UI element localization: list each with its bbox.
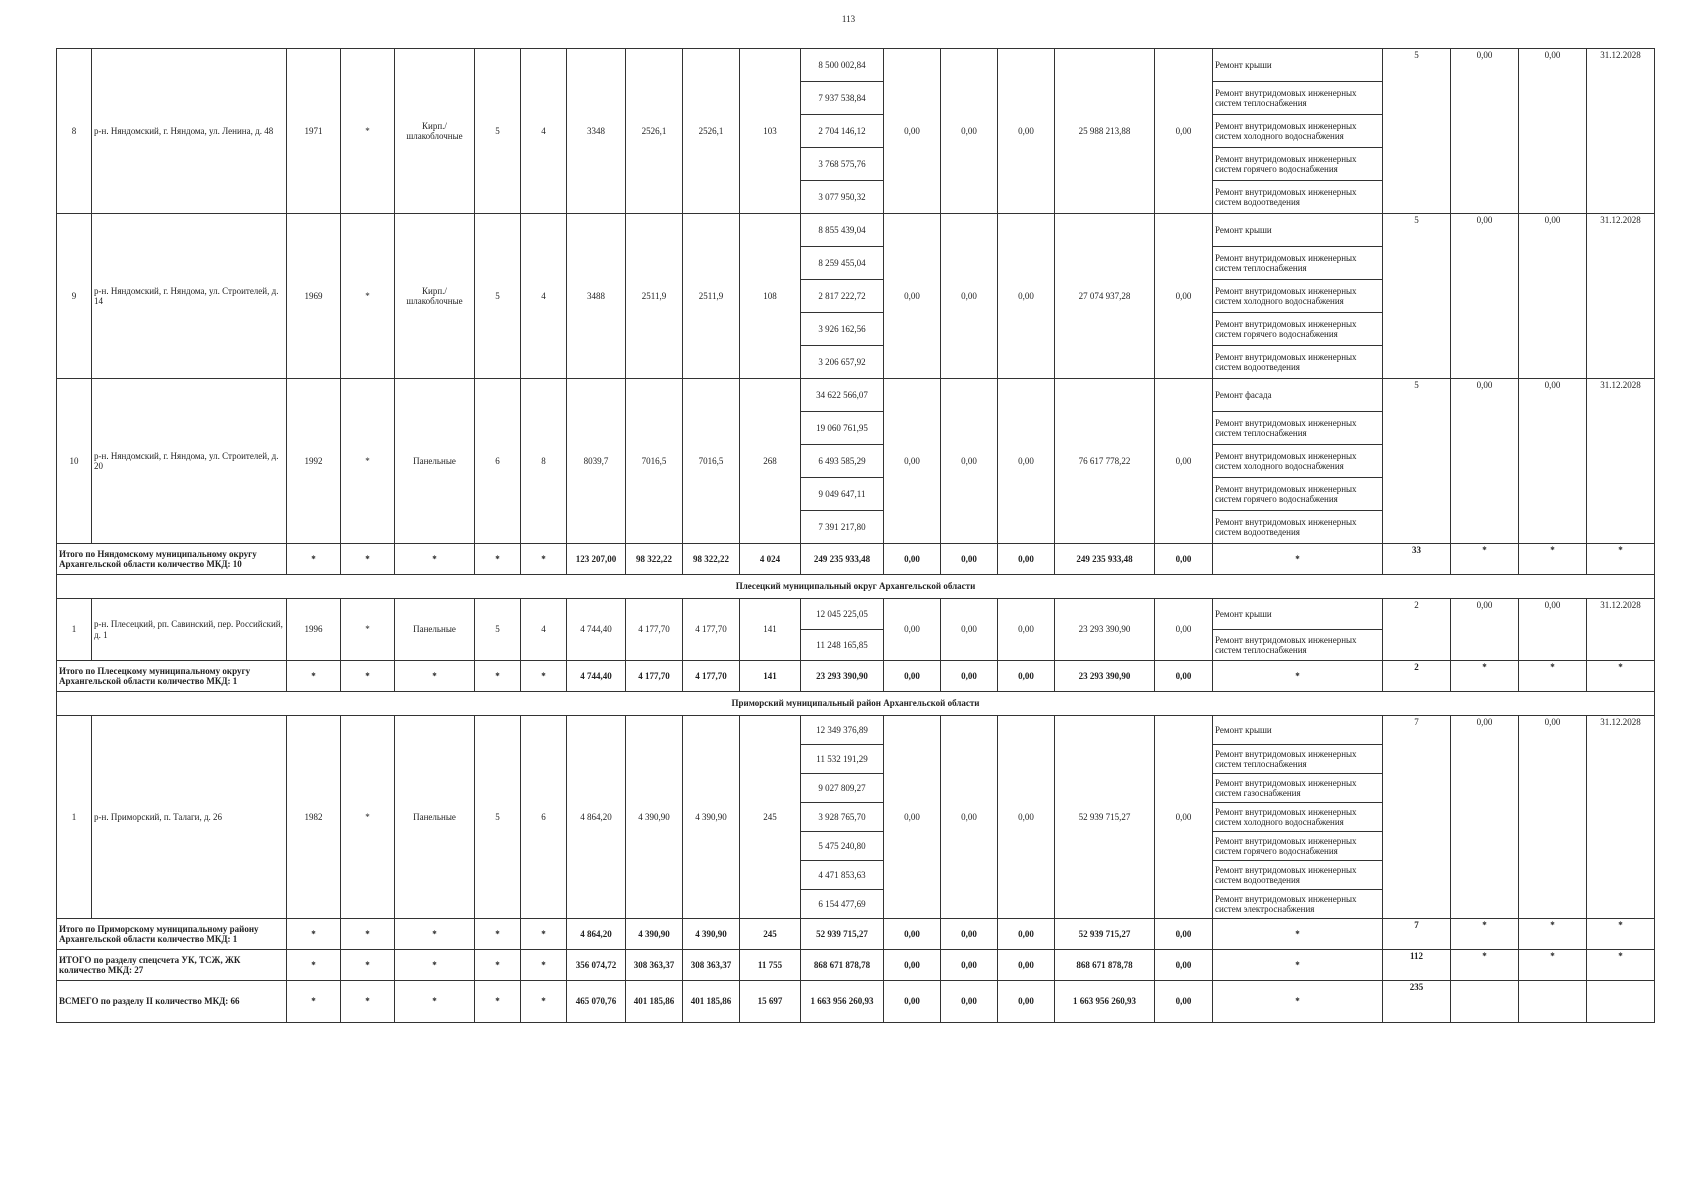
works-count: 7	[1383, 919, 1451, 950]
row-number: 10	[57, 379, 92, 544]
area-premises: 401 185,86	[626, 981, 683, 1023]
fund-value: 0,00	[1155, 661, 1213, 692]
fund-value: 0,00	[1155, 599, 1213, 661]
value-cell: 0,00	[1451, 599, 1519, 661]
works-count: 2	[1383, 661, 1451, 692]
total-row	[57, 919, 1655, 950]
star-cell: *	[287, 544, 341, 575]
value-cell: *	[1519, 950, 1587, 981]
build-year: 1992	[287, 379, 341, 544]
value-cell: 0,00	[1519, 214, 1587, 379]
work-cost: 9 049 647,11	[801, 478, 884, 511]
work-type: *	[1213, 661, 1383, 692]
work-type: Ремонт крыши	[1213, 716, 1383, 745]
work-type: *	[1213, 544, 1383, 575]
work-cost: 11 532 191,29	[801, 745, 884, 774]
work-type: Ремонт внутридомовых инженерных систем теплоснабжения	[1213, 412, 1383, 445]
work-type: Ремонт внутридомовых инженерных систем холодного водоснабжения	[1213, 115, 1383, 148]
fund-value: 0,00	[998, 950, 1055, 981]
total-cost: 1 663 956 260,93	[1055, 981, 1155, 1023]
star-cell: *	[287, 919, 341, 950]
work-cost: 34 622 566,07	[801, 379, 884, 412]
total-row	[57, 981, 1655, 1023]
deadline-date: 31.12.2028	[1587, 379, 1655, 544]
residents-count: 15 697	[740, 981, 801, 1023]
row-number: 9	[57, 214, 92, 379]
value-cell: 0,00	[1451, 214, 1519, 379]
work-cost: 1 663 956 260,93	[801, 981, 884, 1023]
house-address: р-н. Няндомский, г. Няндома, ул. Ленина, д. 48	[92, 49, 287, 214]
house-address: р-н. Няндомский, г. Няндома, ул. Строителей, д. 14	[92, 214, 287, 379]
star-cell: *	[475, 544, 521, 575]
fund-value: 0,00	[941, 214, 998, 379]
fund-value: 0,00	[1155, 49, 1213, 214]
star-cell: *	[341, 49, 395, 214]
repair-program-table	[56, 48, 1655, 1023]
work-type: Ремонт внутридомовых инженерных систем водоотведения	[1213, 511, 1383, 544]
page-number: 113	[841, 14, 856, 24]
total-label: Итого по Приморскому муниципальному району Архангельской области количество МКД: 1	[57, 919, 287, 950]
work-type: Ремонт крыши	[1213, 49, 1383, 82]
value-cell	[1451, 981, 1519, 1023]
star-cell: *	[341, 544, 395, 575]
work-type: *	[1213, 981, 1383, 1023]
wall-material: Панельные	[395, 716, 475, 919]
fund-value: 0,00	[998, 919, 1055, 950]
area-total: 4 864,20	[567, 716, 626, 919]
fund-value: 0,00	[941, 981, 998, 1023]
area-total: 3348	[567, 49, 626, 214]
area-residential: 4 177,70	[683, 599, 740, 661]
star-cell: *	[475, 981, 521, 1023]
area-premises: 4 390,90	[626, 716, 683, 919]
works-count: 5	[1383, 214, 1451, 379]
fund-value: 0,00	[884, 544, 941, 575]
fund-value: 0,00	[998, 379, 1055, 544]
area-total: 8039,7	[567, 379, 626, 544]
floors-count: 5	[475, 716, 521, 919]
area-premises: 98 322,22	[626, 544, 683, 575]
area-residential: 2526,1	[683, 49, 740, 214]
star-cell: *	[475, 919, 521, 950]
fund-value: 0,00	[884, 716, 941, 919]
row-number: 1	[57, 716, 92, 919]
area-total: 4 744,40	[567, 661, 626, 692]
floors-count: 5	[475, 599, 521, 661]
area-premises: 2511,9	[626, 214, 683, 379]
fund-value: 0,00	[1155, 544, 1213, 575]
fund-value: 0,00	[998, 49, 1055, 214]
section-row	[57, 692, 1655, 716]
area-premises: 4 177,70	[626, 661, 683, 692]
star-cell: *	[475, 661, 521, 692]
deadline-date: 31.12.2028	[1587, 599, 1655, 661]
work-type: Ремонт внутридомовых инженерных систем горячего водоснабжения	[1213, 148, 1383, 181]
area-residential: 4 390,90	[683, 716, 740, 919]
area-residential: 401 185,86	[683, 981, 740, 1023]
area-premises: 2526,1	[626, 49, 683, 214]
total-row	[57, 661, 1655, 692]
star-cell: *	[395, 544, 475, 575]
build-year: 1996	[287, 599, 341, 661]
wall-material: Кирп./ шлакоблочные	[395, 214, 475, 379]
value-cell: *	[1451, 661, 1519, 692]
fund-value: 0,00	[941, 379, 998, 544]
fund-value: 0,00	[941, 49, 998, 214]
value-cell: 0,00	[1451, 49, 1519, 214]
star-cell: *	[521, 950, 567, 981]
fund-value: 0,00	[884, 981, 941, 1023]
area-total: 3488	[567, 214, 626, 379]
fund-value: 0,00	[998, 661, 1055, 692]
entrances-count: 8	[521, 379, 567, 544]
section-title: Приморский муниципальный район Архангельской области	[57, 692, 1655, 716]
deadline-date: *	[1587, 661, 1655, 692]
work-cost: 3 206 657,92	[801, 346, 884, 379]
value-cell: 0,00	[1451, 716, 1519, 919]
work-cost: 249 235 933,48	[801, 544, 884, 575]
fund-value: 0,00	[941, 599, 998, 661]
work-cost: 8 259 455,04	[801, 247, 884, 280]
total-cost: 76 617 778,22	[1055, 379, 1155, 544]
wall-material: Панельные	[395, 379, 475, 544]
value-cell: 0,00	[1519, 716, 1587, 919]
works-count: 5	[1383, 49, 1451, 214]
area-residential: 2511,9	[683, 214, 740, 379]
work-type: Ремонт внутридомовых инженерных систем электроснабжения	[1213, 890, 1383, 919]
total-cost: 52 939 715,27	[1055, 919, 1155, 950]
work-cost: 12 349 376,89	[801, 716, 884, 745]
area-premises: 4 390,90	[626, 919, 683, 950]
residents-count: 245	[740, 716, 801, 919]
floors-count: 5	[475, 214, 521, 379]
table-row	[57, 599, 1655, 630]
work-cost: 5 475 240,80	[801, 832, 884, 861]
work-cost: 2 704 146,12	[801, 115, 884, 148]
total-row	[57, 544, 1655, 575]
fund-value: 0,00	[1155, 716, 1213, 919]
work-type: Ремонт внутридомовых инженерных систем холодного водоснабжения	[1213, 280, 1383, 313]
total-label: Итого по Няндомскому муниципальному округу Архангельской области количество МКД: 10	[57, 544, 287, 575]
area-premises: 308 363,37	[626, 950, 683, 981]
value-cell: 0,00	[1519, 379, 1587, 544]
work-cost: 23 293 390,90	[801, 661, 884, 692]
value-cell: *	[1519, 661, 1587, 692]
star-cell: *	[521, 661, 567, 692]
residents-count: 103	[740, 49, 801, 214]
total-cost: 868 671 878,78	[1055, 950, 1155, 981]
build-year: 1982	[287, 716, 341, 919]
work-type: Ремонт внутридомовых инженерных систем теплоснабжения	[1213, 630, 1383, 661]
work-type: Ремонт внутридомовых инженерных систем теплоснабжения	[1213, 745, 1383, 774]
work-cost: 4 471 853,63	[801, 861, 884, 890]
fund-value: 0,00	[884, 919, 941, 950]
area-total: 356 074,72	[567, 950, 626, 981]
area-residential: 4 390,90	[683, 919, 740, 950]
work-cost: 12 045 225,05	[801, 599, 884, 630]
works-count: 2	[1383, 599, 1451, 661]
value-cell	[1519, 981, 1587, 1023]
fund-value: 0,00	[1155, 379, 1213, 544]
star-cell: *	[521, 919, 567, 950]
work-cost: 9 027 809,27	[801, 774, 884, 803]
work-cost: 19 060 761,95	[801, 412, 884, 445]
fund-value: 0,00	[884, 950, 941, 981]
table-body	[57, 49, 1655, 1023]
total-cost: 249 235 933,48	[1055, 544, 1155, 575]
row-number: 1	[57, 599, 92, 661]
value-cell: *	[1519, 544, 1587, 575]
area-total: 465 070,76	[567, 981, 626, 1023]
work-cost: 7 391 217,80	[801, 511, 884, 544]
total-label: Итого по Плесецкому муниципальному округу Архангельской области количество МКД: 1	[57, 661, 287, 692]
value-cell: *	[1451, 544, 1519, 575]
work-type: Ремонт внутридомовых инженерных систем водоотведения	[1213, 181, 1383, 214]
work-type: *	[1213, 950, 1383, 981]
fund-value: 0,00	[998, 544, 1055, 575]
star-cell: *	[395, 661, 475, 692]
residents-count: 108	[740, 214, 801, 379]
house-address: р-н. Няндомский, г. Няндома, ул. Строителей, д. 20	[92, 379, 287, 544]
table-row	[57, 716, 1655, 745]
value-cell: *	[1451, 919, 1519, 950]
residents-count: 268	[740, 379, 801, 544]
fund-value: 0,00	[941, 716, 998, 919]
star-cell: *	[341, 950, 395, 981]
total-cost: 23 293 390,90	[1055, 661, 1155, 692]
work-type: Ремонт внутридомовых инженерных систем холодного водоснабжения	[1213, 445, 1383, 478]
star-cell: *	[475, 950, 521, 981]
residents-count: 4 024	[740, 544, 801, 575]
work-type: Ремонт внутридомовых инженерных систем горячего водоснабжения	[1213, 478, 1383, 511]
work-type: Ремонт внутридомовых инженерных систем водоотведения	[1213, 346, 1383, 379]
star-cell: *	[287, 981, 341, 1023]
work-cost: 3 077 950,32	[801, 181, 884, 214]
work-cost: 3 768 575,76	[801, 148, 884, 181]
floors-count: 6	[475, 379, 521, 544]
star-cell: *	[395, 981, 475, 1023]
entrances-count: 6	[521, 716, 567, 919]
section-title: Плесецкий муниципальный округ Архангельской области	[57, 575, 1655, 599]
star-cell: *	[341, 919, 395, 950]
fund-value: 0,00	[998, 599, 1055, 661]
star-cell: *	[395, 919, 475, 950]
star-cell: *	[341, 214, 395, 379]
fund-value: 0,00	[884, 599, 941, 661]
area-total: 4 864,20	[567, 919, 626, 950]
build-year: 1969	[287, 214, 341, 379]
residents-count: 141	[740, 661, 801, 692]
residents-count: 245	[740, 919, 801, 950]
fund-value: 0,00	[1155, 950, 1213, 981]
work-type: *	[1213, 919, 1383, 950]
deadline-date: 31.12.2028	[1587, 49, 1655, 214]
works-count: 33	[1383, 544, 1451, 575]
star-cell: *	[341, 661, 395, 692]
fund-value: 0,00	[1155, 214, 1213, 379]
work-cost: 2 817 222,72	[801, 280, 884, 313]
works-count: 112	[1383, 950, 1451, 981]
work-cost: 7 937 538,84	[801, 82, 884, 115]
star-cell: *	[341, 981, 395, 1023]
fund-value: 0,00	[884, 214, 941, 379]
value-cell: 0,00	[1451, 379, 1519, 544]
deadline-date: 31.12.2028	[1587, 716, 1655, 919]
table-row	[57, 379, 1655, 412]
works-count: 235	[1383, 981, 1451, 1023]
star-cell: *	[287, 950, 341, 981]
entrances-count: 4	[521, 49, 567, 214]
wall-material: Панельные	[395, 599, 475, 661]
fund-value: 0,00	[884, 49, 941, 214]
work-cost: 868 671 878,78	[801, 950, 884, 981]
work-cost: 6 493 585,29	[801, 445, 884, 478]
entrances-count: 4	[521, 599, 567, 661]
fund-value: 0,00	[941, 544, 998, 575]
value-cell: 0,00	[1519, 49, 1587, 214]
work-type: Ремонт внутридомовых инженерных систем горячего водоснабжения	[1213, 313, 1383, 346]
work-type: Ремонт внутридомовых инженерных систем горячего водоснабжения	[1213, 832, 1383, 861]
area-residential: 98 322,22	[683, 544, 740, 575]
deadline-date: 31.12.2028	[1587, 214, 1655, 379]
work-type: Ремонт крыши	[1213, 214, 1383, 247]
total-cost: 23 293 390,90	[1055, 599, 1155, 661]
total-cost: 25 988 213,88	[1055, 49, 1155, 214]
work-type: Ремонт внутридомовых инженерных систем теплоснабжения	[1213, 247, 1383, 280]
floors-count: 5	[475, 49, 521, 214]
fund-value: 0,00	[998, 981, 1055, 1023]
work-type: Ремонт внутридомовых инженерных систем газоснабжения	[1213, 774, 1383, 803]
deadline-date: *	[1587, 950, 1655, 981]
work-cost: 11 248 165,85	[801, 630, 884, 661]
fund-value: 0,00	[941, 919, 998, 950]
work-type: Ремонт внутридомовых инженерных систем холодного водоснабжения	[1213, 803, 1383, 832]
works-count: 5	[1383, 379, 1451, 544]
build-year: 1971	[287, 49, 341, 214]
entrances-count: 4	[521, 214, 567, 379]
work-cost: 3 928 765,70	[801, 803, 884, 832]
house-address: р-н. Плесецкий, рп. Савинский, пер. Российский, д. 1	[92, 599, 287, 661]
area-residential: 308 363,37	[683, 950, 740, 981]
work-cost: 3 926 162,56	[801, 313, 884, 346]
star-cell: *	[287, 661, 341, 692]
section-row	[57, 575, 1655, 599]
fund-value: 0,00	[1155, 919, 1213, 950]
fund-value: 0,00	[998, 716, 1055, 919]
fund-value: 0,00	[1155, 981, 1213, 1023]
star-cell: *	[341, 716, 395, 919]
area-residential: 7016,5	[683, 379, 740, 544]
area-residential: 4 177,70	[683, 661, 740, 692]
star-cell: *	[341, 379, 395, 544]
work-type: Ремонт фасада	[1213, 379, 1383, 412]
work-cost: 8 500 002,84	[801, 49, 884, 82]
works-count: 7	[1383, 716, 1451, 919]
star-cell: *	[395, 950, 475, 981]
total-row	[57, 950, 1655, 981]
residents-count: 11 755	[740, 950, 801, 981]
star-cell: *	[521, 544, 567, 575]
work-type: Ремонт крыши	[1213, 599, 1383, 630]
area-total: 4 744,40	[567, 599, 626, 661]
total-label: ВСМЕГО по разделу II количество МКД: 66	[57, 981, 287, 1023]
value-cell: 0,00	[1519, 599, 1587, 661]
area-premises: 7016,5	[626, 379, 683, 544]
fund-value: 0,00	[884, 379, 941, 544]
work-cost: 6 154 477,69	[801, 890, 884, 919]
star-cell: *	[521, 981, 567, 1023]
total-cost: 27 074 937,28	[1055, 214, 1155, 379]
work-cost: 8 855 439,04	[801, 214, 884, 247]
deadline-date: *	[1587, 544, 1655, 575]
value-cell: *	[1519, 919, 1587, 950]
total-label: ИТОГО по разделу спецсчета УК, ТСЖ, ЖК количество МКД: 27	[57, 950, 287, 981]
deadline-date	[1587, 981, 1655, 1023]
star-cell: *	[341, 599, 395, 661]
value-cell: *	[1451, 950, 1519, 981]
house-address: р-н. Приморский, п. Талаги, д. 26	[92, 716, 287, 919]
fund-value: 0,00	[884, 661, 941, 692]
fund-value: 0,00	[941, 661, 998, 692]
area-premises: 4 177,70	[626, 599, 683, 661]
work-cost: 52 939 715,27	[801, 919, 884, 950]
work-type: Ремонт внутридомовых инженерных систем водоотведения	[1213, 861, 1383, 890]
row-number: 8	[57, 49, 92, 214]
residents-count: 141	[740, 599, 801, 661]
deadline-date: *	[1587, 919, 1655, 950]
table-row	[57, 49, 1655, 82]
area-total: 123 207,00	[567, 544, 626, 575]
fund-value: 0,00	[998, 214, 1055, 379]
table-row	[57, 214, 1655, 247]
total-cost: 52 939 715,27	[1055, 716, 1155, 919]
fund-value: 0,00	[941, 950, 998, 981]
wall-material: Кирп./ шлакоблочные	[395, 49, 475, 214]
work-type: Ремонт внутридомовых инженерных систем теплоснабжения	[1213, 82, 1383, 115]
